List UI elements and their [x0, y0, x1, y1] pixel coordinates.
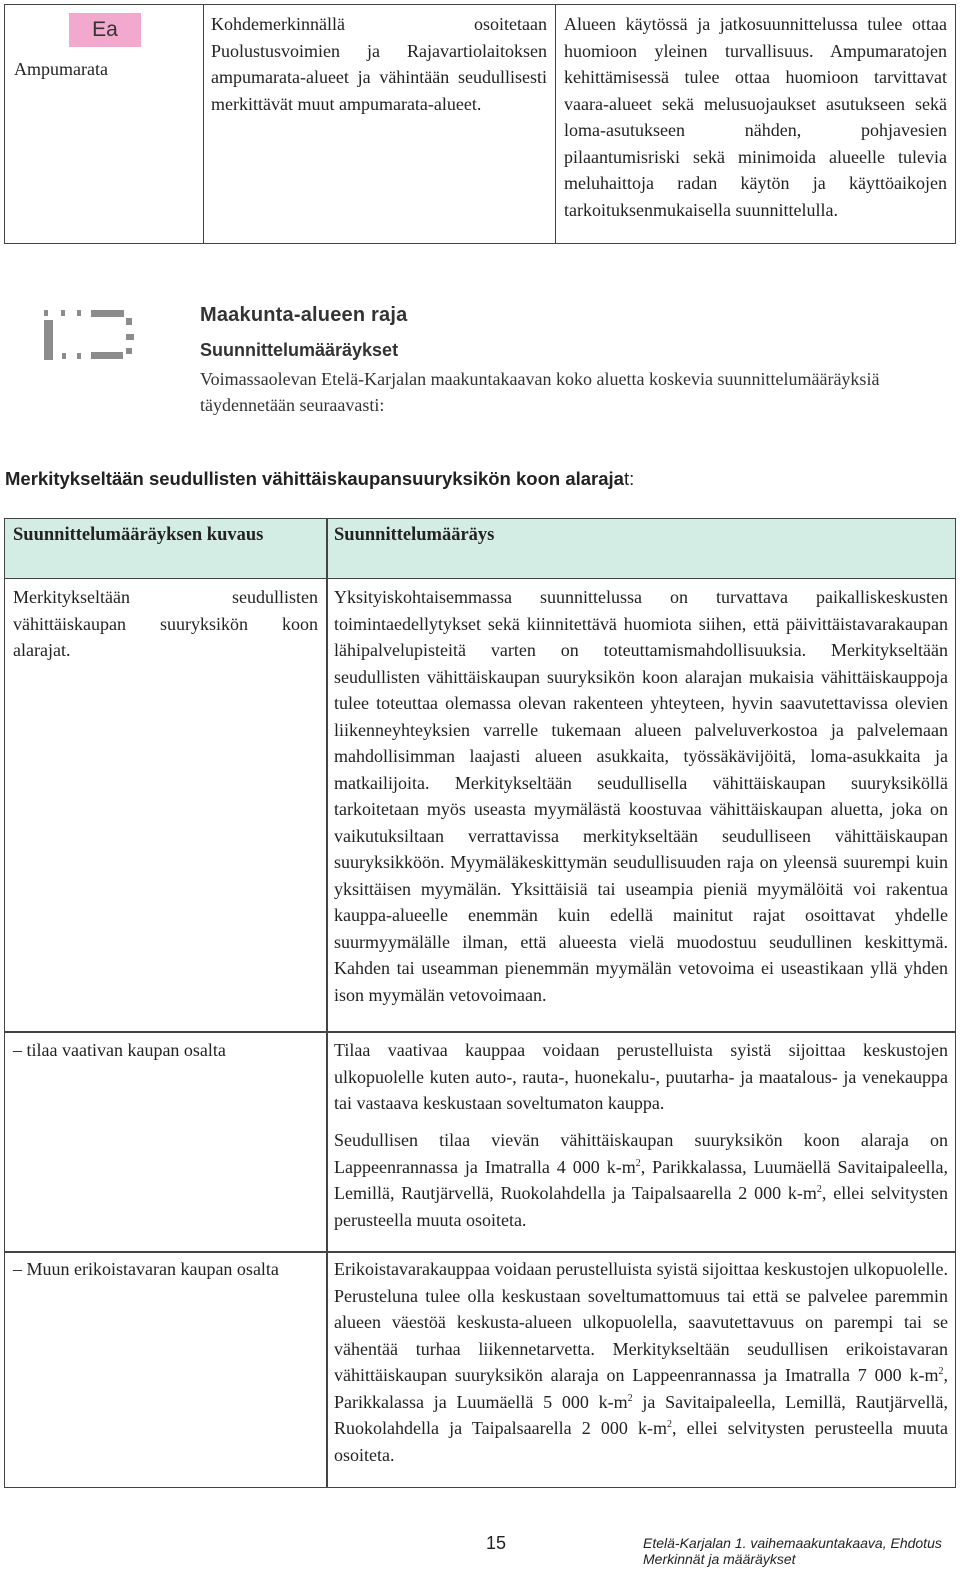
row3-text-a: Erikoistavarakauppaa voidaan perustelluista syistä sijoittaa keskustojen ulkopuolelle. Perusteluna tulee olla keskustaan soveltumattomuus tai että se palvelee paremmin alueen väestöä keskusta-alueen ulkopuolella, saavutettavuus on parempi tai se vähentää turhaa liikennetarvetta. Merkitykseltään seudullisen erikoistavaran vähittäiskaupan suuryksikön alaraja on Lappeenrannassa ja Imatralla 7 000 k-m [334, 1259, 948, 1385]
section-title-main: Merkitykseltään seudullisten vähittäiskaupansuuryksikön koon alaraja [5, 468, 624, 489]
section-title [5, 468, 634, 490]
region-border-symbol-icon [44, 308, 136, 364]
superscript: 2 [635, 1157, 641, 1169]
header-description: Suunnittelumääräyksen kuvaus [13, 525, 264, 545]
footer-document-subtitle: Merkinnät ja määräykset [643, 1551, 796, 1567]
regulation-cell [556, 5, 955, 243]
row-divider [5, 1031, 955, 1033]
column-divider [326, 519, 328, 1487]
row1-description: Merkitykseltään seudullisten vähittäiskaupan suuryksikön koon alarajat. [13, 587, 318, 660]
table-header [5, 519, 955, 579]
description-cell [204, 5, 556, 243]
footer-document-title: Etelä-Karjalan 1. vaihemaakuntakaava, Ehdotus [643, 1535, 942, 1551]
row2-text-b: , Parikkalassa, Luumäellä Savitaipaleella, Lemillä, Rautjärvellä, Ruokolahdella ja Taipalsaarella 2 000 k-m [334, 1156, 948, 1203]
row2-description: – tilaa vaativan kaupan osalta [13, 1040, 226, 1060]
maakunta-subtitle: Suunnittelumääräykset [200, 340, 399, 360]
regulation-table [4, 518, 956, 1488]
row-divider [5, 1251, 955, 1253]
legend-name: Ampumarata [14, 59, 108, 79]
superscript: 2 [938, 1366, 944, 1377]
row3-regulation [334, 1256, 948, 1468]
ampumarata-row [4, 4, 956, 244]
row2-regulation-p2 [334, 1127, 948, 1233]
row2-text-a: Seudullisen tilaa vievän vähittäiskaupan suuryksikön koon alaraja on Lappeenrannassa ja Imatralla 4 000 k-m [334, 1130, 948, 1177]
maakunta-body: Voimassaolevan Etelä-Karjalan maakuntakaavan koko aluetta koskevia suunnittelumääräyksiä täydennetään seuraavasti: [200, 369, 880, 415]
row3-text-d: , ellei selvitysten perusteella muuta osoiteta. [334, 1418, 948, 1465]
superscript: 2 [627, 1392, 633, 1404]
row2-text-c: , ellei selvitysten perusteella muuta osoiteta. [334, 1183, 948, 1230]
row3-text-b: , Parikkalassa ja Luumäellä 5 000 k-m [334, 1365, 948, 1412]
page-number: 15 [486, 1533, 507, 1553]
row3-text-c: ja Savitaipaleella, Lemillä, Rautjärvellä, Ruokolahdella ja Taipalsaarella 2 000 k-m [334, 1391, 948, 1438]
header-regulation: Suunnittelumääräys [334, 525, 495, 545]
section-title-tail: t: [623, 468, 635, 489]
row3-description: – Muun erikoistavaran kaupan osalta [13, 1259, 279, 1279]
superscript: 2 [667, 1419, 672, 1430]
row1-regulation: Yksityiskohtaisemmassa suunnittelussa on turvattava paikalliskeskusten toimintaedellytykset sekä kiinnitettävä huomiota siihen, että päivittäistavarakaupan lähipalvelupisteitä varten on toteuttamismahdollisuuksia. Merkitykseltään seudullisten vähittäiskaupan suuryksikön koon alarajan mukaisia vähittäiskauppoja tulee toteuttaa olemassa olevan rakenteen yhteyteen, hyvin saavutettavissa olevien liikenneyhteyksien varrelle tukemaan alueen palveluverkostoa ja palvelemaan mahdollisimman laajasti alueen asukkaita, työssäkävijöitä, loma-asukkaita ja matkailijoita. Merkitykseltään seudullisella vähittäiskaupan suuryksiköllä tarkoitetaan myös useasta myymälästä koostuvaa vähittäiskaupan aluetta, joka on vaikutuksiltaan verrattavissa merkitykseltään seudulliseen vähittäiskaupan suuryksikköön. Myymäläkeskittymän seudullisuuden raja on yleensä suurempi kuin yksittäisen myymälän. Yksittäisiä tai useampia pieniä myymälöitä voi rakentua kauppa-alueelle enemmän kuin edellä mainitut rajat osoittavat yhdelle suurmyymälälle ilman, että alueesta vielä muodostuu seudullinen keskittymä. Kahden tai useamman pienemmän myymälän vetovoima ei useastikaan yllä yhden ison myymälän vetovoimaan. [334, 587, 948, 1005]
maakunta-title: Maakunta-alueen raja [200, 304, 408, 326]
superscript: 2 [816, 1184, 822, 1195]
regulation-text: Alueen käytössä ja jatkosuunnittelussa tulee ottaa huomioon yleinen turvallisuus. Ampumaratojen kehittämisessä tulee ottaa huomioon tarvittavat vaara-alueet sekä melusuojaukset asutukseen sekä loma-asutukseen nähden, pohjavesien pilaantumisriski sekä minimoida alueelle tulevia meluhaittoja radan käytön ja käyttöaikojen tarkoituksenmukaisella suunnittelulla. [564, 14, 947, 220]
description-text: Kohdemerkinnällä osoitetaan Puolustusvoimien ja Rajavartiolaitoksen ampumarata-alueet ja vähintään seudullisesti merkittävät muut ampumarata-alueet. [211, 14, 547, 114]
symbol-cell [5, 5, 204, 243]
row2-regulation-p1: Tilaa vaativaa kauppaa voidaan perustelluista syistä sijoittaa keskustojen ulkopuolelle kuten auto-, rauta-, huonekalu-, puutarha- ja maatalous- ja venekauppa tai vastaava keskustaan soveltumaton kauppa. [334, 1040, 948, 1113]
ea-badge: Ea [69, 13, 141, 47]
